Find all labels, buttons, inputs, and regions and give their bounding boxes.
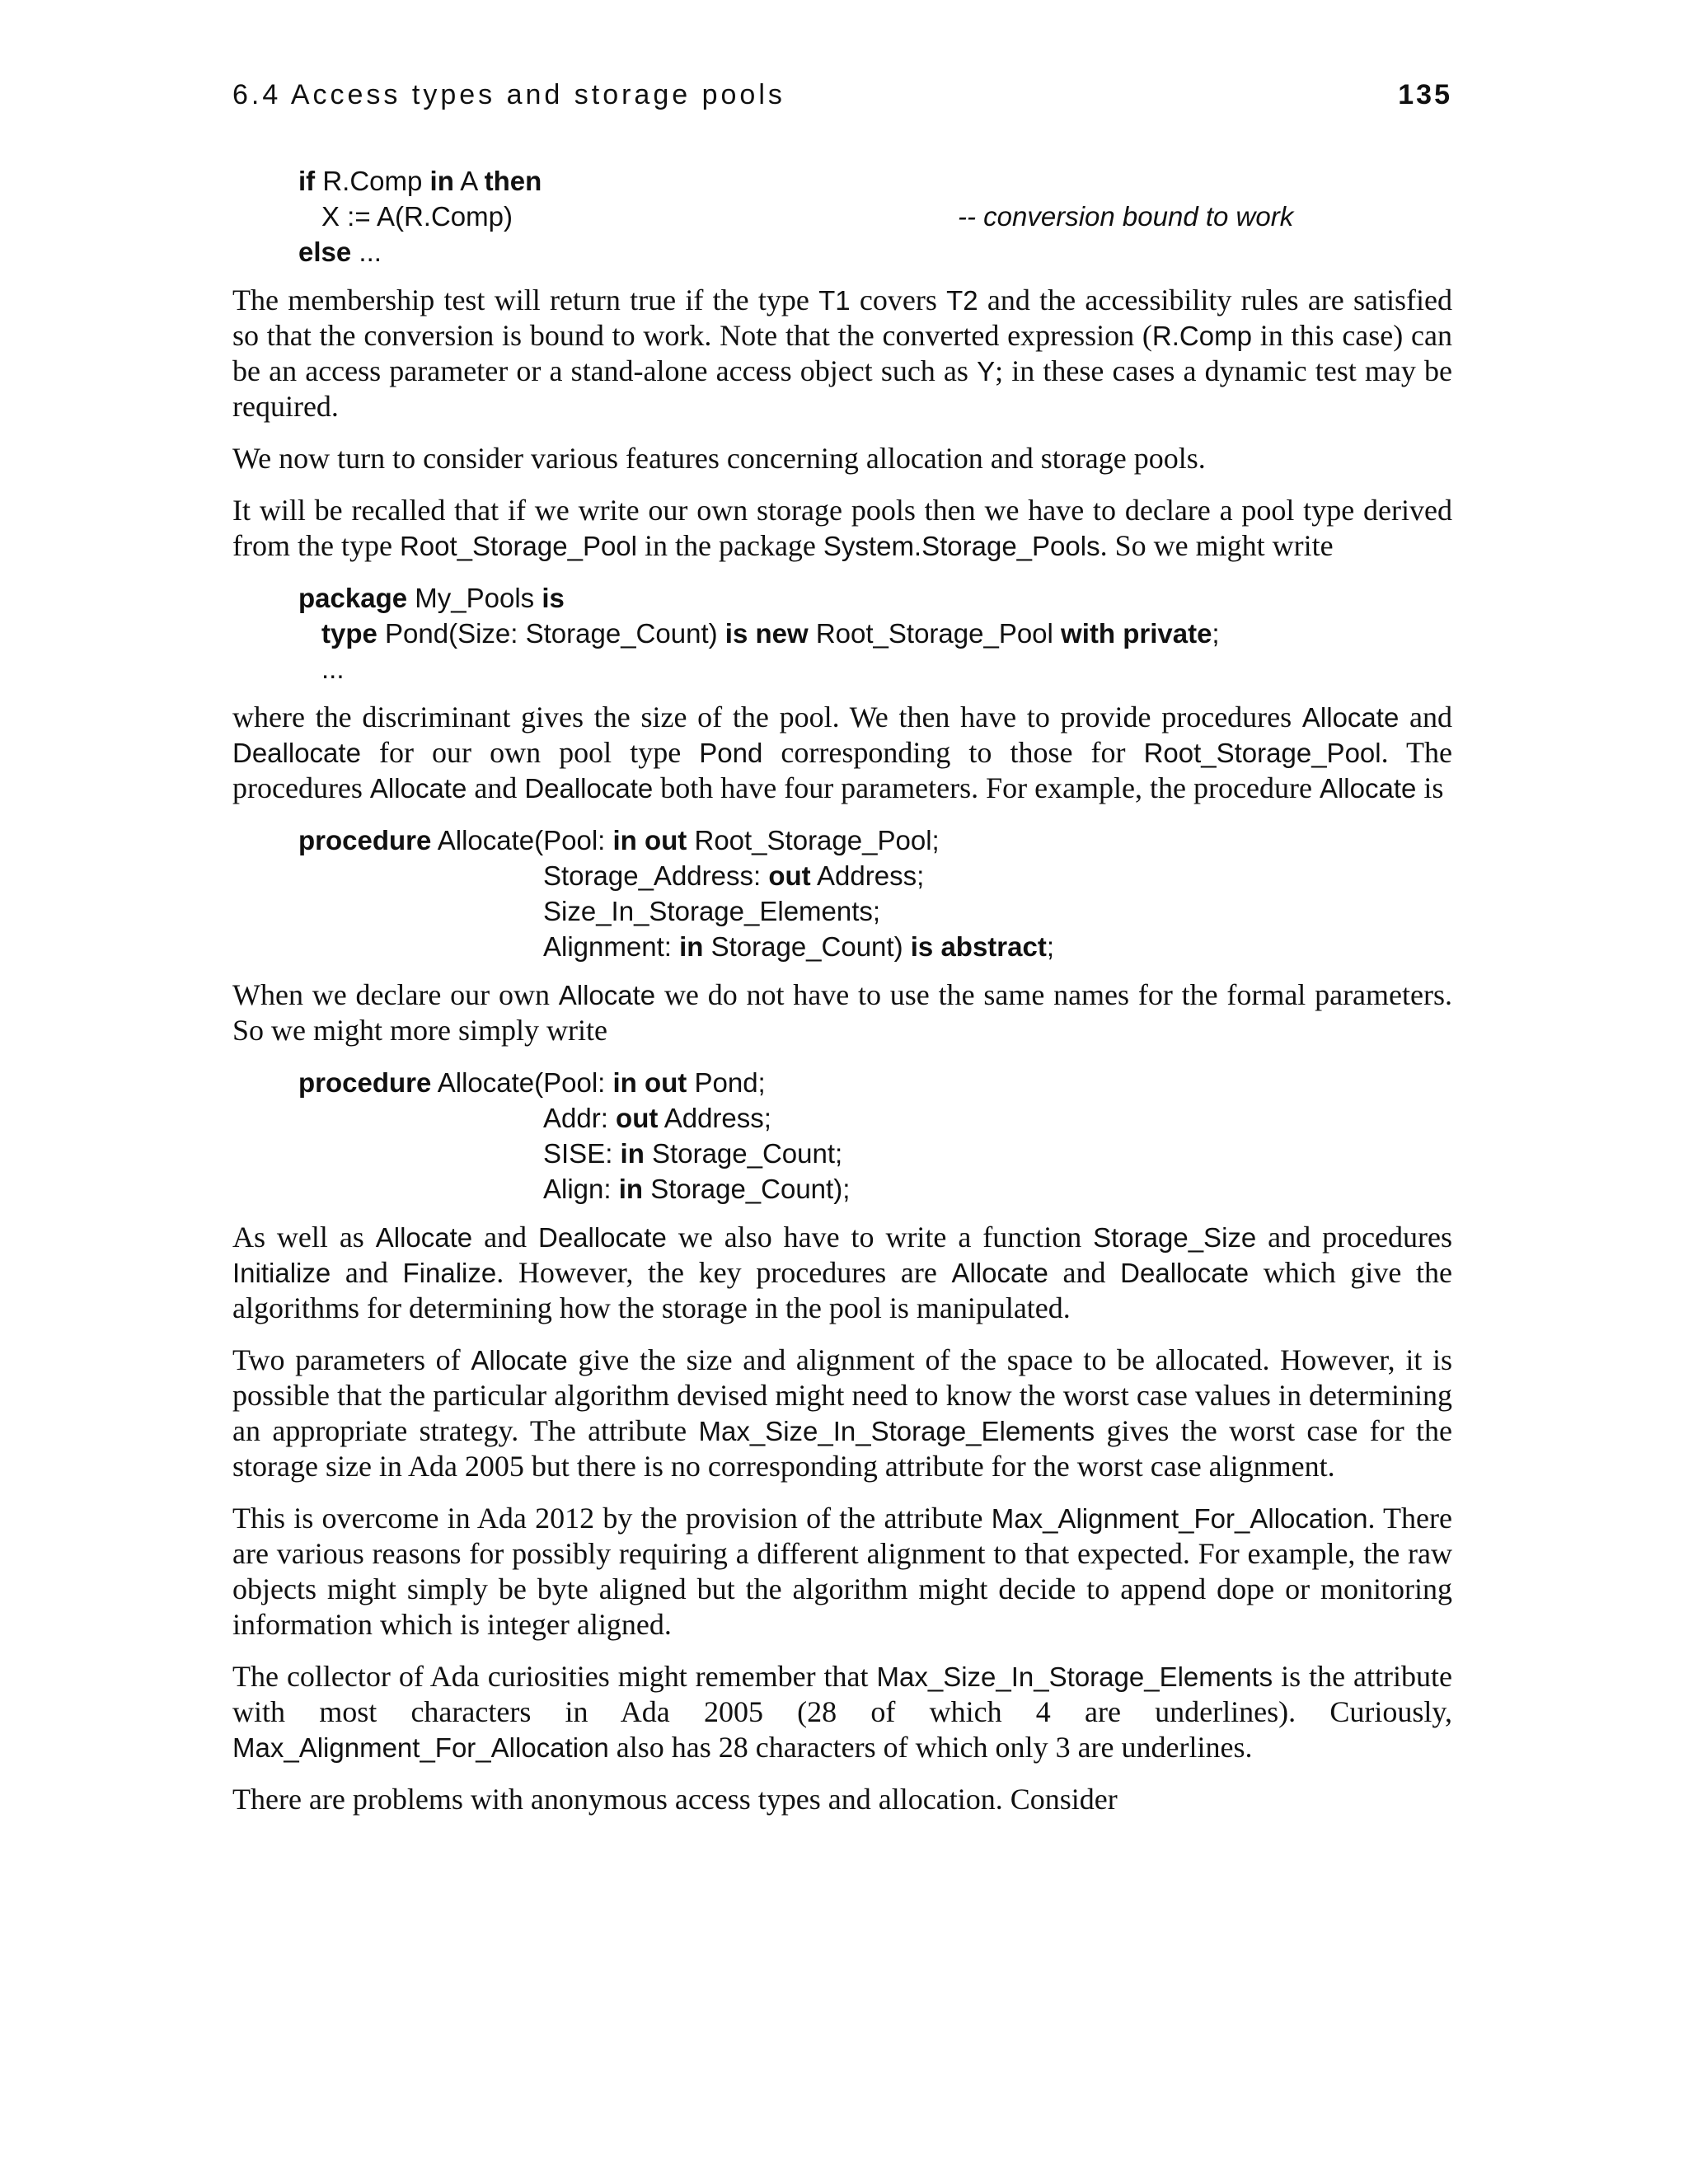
code-text: Root_Storage_Pool xyxy=(808,618,1062,649)
text-run: and procedures xyxy=(1256,1221,1453,1254)
code-line: Size_In_Storage_Elements; xyxy=(543,896,881,926)
code-text: ... xyxy=(351,237,382,267)
code-block-allocate-abstract xyxy=(232,823,1452,964)
paragraph xyxy=(232,1501,1452,1643)
code-text: Storage_Address: xyxy=(543,860,769,891)
code-line xyxy=(298,616,1452,651)
text-run: and xyxy=(1048,1256,1121,1289)
identifier: Root_Storage_Pool xyxy=(1143,738,1381,768)
code-text: ; xyxy=(1046,931,1055,962)
code-text: Pond; xyxy=(687,1067,766,1098)
code-block-allocate-pond xyxy=(232,1065,1452,1207)
identifier: Max_Alignment_For_Allocation xyxy=(232,1732,609,1763)
text-run: give the size and alignment of the space to be allocated. However, it is possible that the particular algorithm devised might need to know the worst case values in determining an appropriate strategy. The attribute xyxy=(232,1343,1452,1447)
identifier: T1 xyxy=(818,285,851,316)
identifier: Root_Storage_Pool xyxy=(399,531,637,561)
keyword: in out xyxy=(612,1067,687,1098)
identifier: Deallocate xyxy=(1120,1258,1250,1288)
keyword: then xyxy=(484,166,542,196)
code-text: Allocate(Pool: xyxy=(431,1067,613,1098)
keyword: is new xyxy=(724,618,809,649)
text-run: This is overcome in Ada 2012 by the provision of the attribute xyxy=(232,1502,992,1535)
keyword: is abstract xyxy=(910,931,1047,962)
identifier: Allocate xyxy=(369,773,467,804)
keyword: out xyxy=(616,1103,659,1133)
paragraph xyxy=(232,283,1452,424)
keyword: in xyxy=(429,166,454,196)
paragraph: There are problems with anonymous access types and allocation. Consider xyxy=(232,1783,1118,1816)
identifier: Max_Size_In_Storage_Elements xyxy=(698,1416,1095,1446)
running-head xyxy=(232,79,1452,120)
code-text: Align: xyxy=(543,1174,619,1204)
page-number: 135 xyxy=(1398,79,1452,110)
code-line xyxy=(298,1171,1452,1207)
text-run: and xyxy=(467,771,525,804)
code-line xyxy=(298,199,1452,234)
keyword: in xyxy=(620,1138,645,1169)
text-run: and xyxy=(1399,701,1452,733)
keyword: in xyxy=(679,931,704,962)
code-line xyxy=(298,234,1452,269)
text-run: we also have to write a function xyxy=(666,1221,1094,1254)
code-line: ... xyxy=(321,654,345,684)
keyword: else xyxy=(298,237,352,267)
identifier: Allocate xyxy=(1301,702,1400,733)
text-run: for our own pool type xyxy=(360,736,700,769)
code-text: R.Comp xyxy=(315,166,430,196)
text-run: is xyxy=(1416,771,1444,804)
code-line xyxy=(298,1100,1452,1136)
paragraph: We now turn to consider various features concerning allocation and storage pools. xyxy=(232,442,1206,475)
identifier: Pond xyxy=(699,738,763,768)
code-text: Address; xyxy=(658,1103,771,1133)
code-line xyxy=(298,580,1452,616)
keyword: if xyxy=(298,166,316,196)
code-line xyxy=(298,1136,1452,1171)
text-run: both have four parameters. For example, the procedure xyxy=(653,771,1320,804)
text-run: also has 28 characters of which only 3 are underlines. xyxy=(608,1731,1253,1764)
identifier: Allocate xyxy=(1319,773,1417,804)
text-run: . There are various reasons for possibly requiring a different alignment to that expected. For example, the raw objects might simply be byte aligned but the algorithm might decide to append dope or monitoring information which is integer aligned. xyxy=(232,1502,1452,1641)
code-text: SISE: xyxy=(543,1138,621,1169)
text-run: covers xyxy=(850,284,947,316)
code-comment: -- conversion bound to work xyxy=(958,201,1294,232)
text-run: which give the algorithms for determining how the storage in the pool is manipulated. xyxy=(232,1256,1452,1324)
text-run: in this case) can be an access parameter or a stand-alone access object such as xyxy=(232,319,1452,387)
code-line xyxy=(298,858,1452,893)
text-run: corresponding to those for xyxy=(762,736,1144,769)
keyword: with private xyxy=(1061,618,1212,649)
text-run: and xyxy=(331,1256,403,1289)
code-text: Pond(Size: Storage_Count) xyxy=(377,618,725,649)
keyword: procedure xyxy=(298,1067,432,1098)
identifier: Y xyxy=(977,356,996,387)
paragraph xyxy=(232,1220,1452,1326)
paragraph xyxy=(232,700,1452,806)
text-run: ; in these cases a dynamic test may be required. xyxy=(232,354,1452,423)
text-run: As well as xyxy=(232,1221,376,1254)
code-text: Allocate(Pool: xyxy=(431,825,613,855)
code-block-membership-test xyxy=(232,163,1452,269)
text-run: When we declare our own xyxy=(232,978,559,1011)
identifier: Storage_Size xyxy=(1093,1222,1257,1253)
identifier: System.Storage_Pools xyxy=(823,531,1100,561)
code-line xyxy=(298,1065,1452,1100)
identifier: Deallocate xyxy=(537,1222,667,1253)
text-run: . So we might write xyxy=(1100,529,1334,562)
text-run: The collector of Ada curiosities might remember that xyxy=(232,1660,877,1693)
identifier: Allocate xyxy=(375,1222,473,1253)
code-block-my-pools xyxy=(232,580,1452,687)
code-line xyxy=(298,163,1452,199)
text-run: and the accessibility rules are satisfied so that the conversion is bound to work. Note that the converted expression ( xyxy=(232,284,1453,352)
text-run: . However, the key procedures are xyxy=(496,1256,952,1289)
paragraph xyxy=(232,1659,1452,1765)
text-run: is the attribute with most characters in Ada 2005 (28 of which 4 are underlines). Curiously, xyxy=(232,1660,1452,1728)
identifier: Max_Alignment_For_Allocation xyxy=(991,1503,1368,1534)
paragraph xyxy=(232,493,1452,564)
section-title: 6.4 Access types and storage pools xyxy=(232,79,785,110)
keyword: in out xyxy=(612,825,687,855)
page-body xyxy=(232,163,1452,1834)
text-run: where the discriminant gives the size of the pool. We then have to provide procedures xyxy=(232,701,1302,733)
keyword: procedure xyxy=(298,825,432,855)
identifier: Allocate xyxy=(471,1345,568,1376)
code-text: Address; xyxy=(810,860,925,891)
paragraph xyxy=(232,977,1452,1048)
code-text: Root_Storage_Pool; xyxy=(687,825,940,855)
identifier: Allocate xyxy=(558,980,656,1010)
code-text: Storage_Count; xyxy=(644,1138,843,1169)
identifier: T2 xyxy=(946,285,978,316)
text-run: Two parameters of xyxy=(232,1343,471,1376)
text-run: The membership test will return true if the type xyxy=(232,284,819,316)
code-text: Alignment: xyxy=(543,931,680,962)
keyword: in xyxy=(618,1174,644,1204)
code-text: My_Pools xyxy=(407,583,542,613)
identifier: Deallocate xyxy=(232,738,361,768)
code-text: A xyxy=(453,166,485,196)
code-text: Storage_Count); xyxy=(643,1174,851,1204)
identifier: Initialize xyxy=(232,1258,331,1288)
identifier: Deallocate xyxy=(524,773,654,804)
keyword: package xyxy=(298,583,408,613)
keyword: type xyxy=(321,618,377,649)
code-text: Addr: xyxy=(543,1103,617,1133)
identifier: Finalize xyxy=(402,1258,497,1288)
text-run: . The procedures xyxy=(232,736,1452,804)
keyword: is xyxy=(542,583,565,613)
text-run: gives the worst case for the storage size in Ada 2005 but there is no corresponding attribute for the worst case alignment. xyxy=(232,1414,1453,1483)
text-run: we do not have to use the same names for the formal parameters. So we might more simply write xyxy=(232,978,1452,1047)
paragraph xyxy=(232,1343,1452,1484)
identifier: Allocate xyxy=(951,1258,1048,1288)
text-run: and xyxy=(472,1221,538,1254)
keyword: out xyxy=(768,860,811,891)
code-text: Storage_Count) xyxy=(703,931,911,962)
identifier: R.Comp xyxy=(1151,321,1252,351)
code-text: ; xyxy=(1212,618,1220,649)
identifier: Max_Size_In_Storage_Elements xyxy=(876,1661,1273,1692)
code-text: X := A(R.Comp) xyxy=(321,201,513,232)
code-line xyxy=(298,823,1452,858)
code-line xyxy=(298,929,1452,964)
text-run: in the package xyxy=(637,529,823,562)
text-run: It will be recalled that if we write our own storage pools then we have to declare a pool type derived from the type xyxy=(232,494,1452,562)
